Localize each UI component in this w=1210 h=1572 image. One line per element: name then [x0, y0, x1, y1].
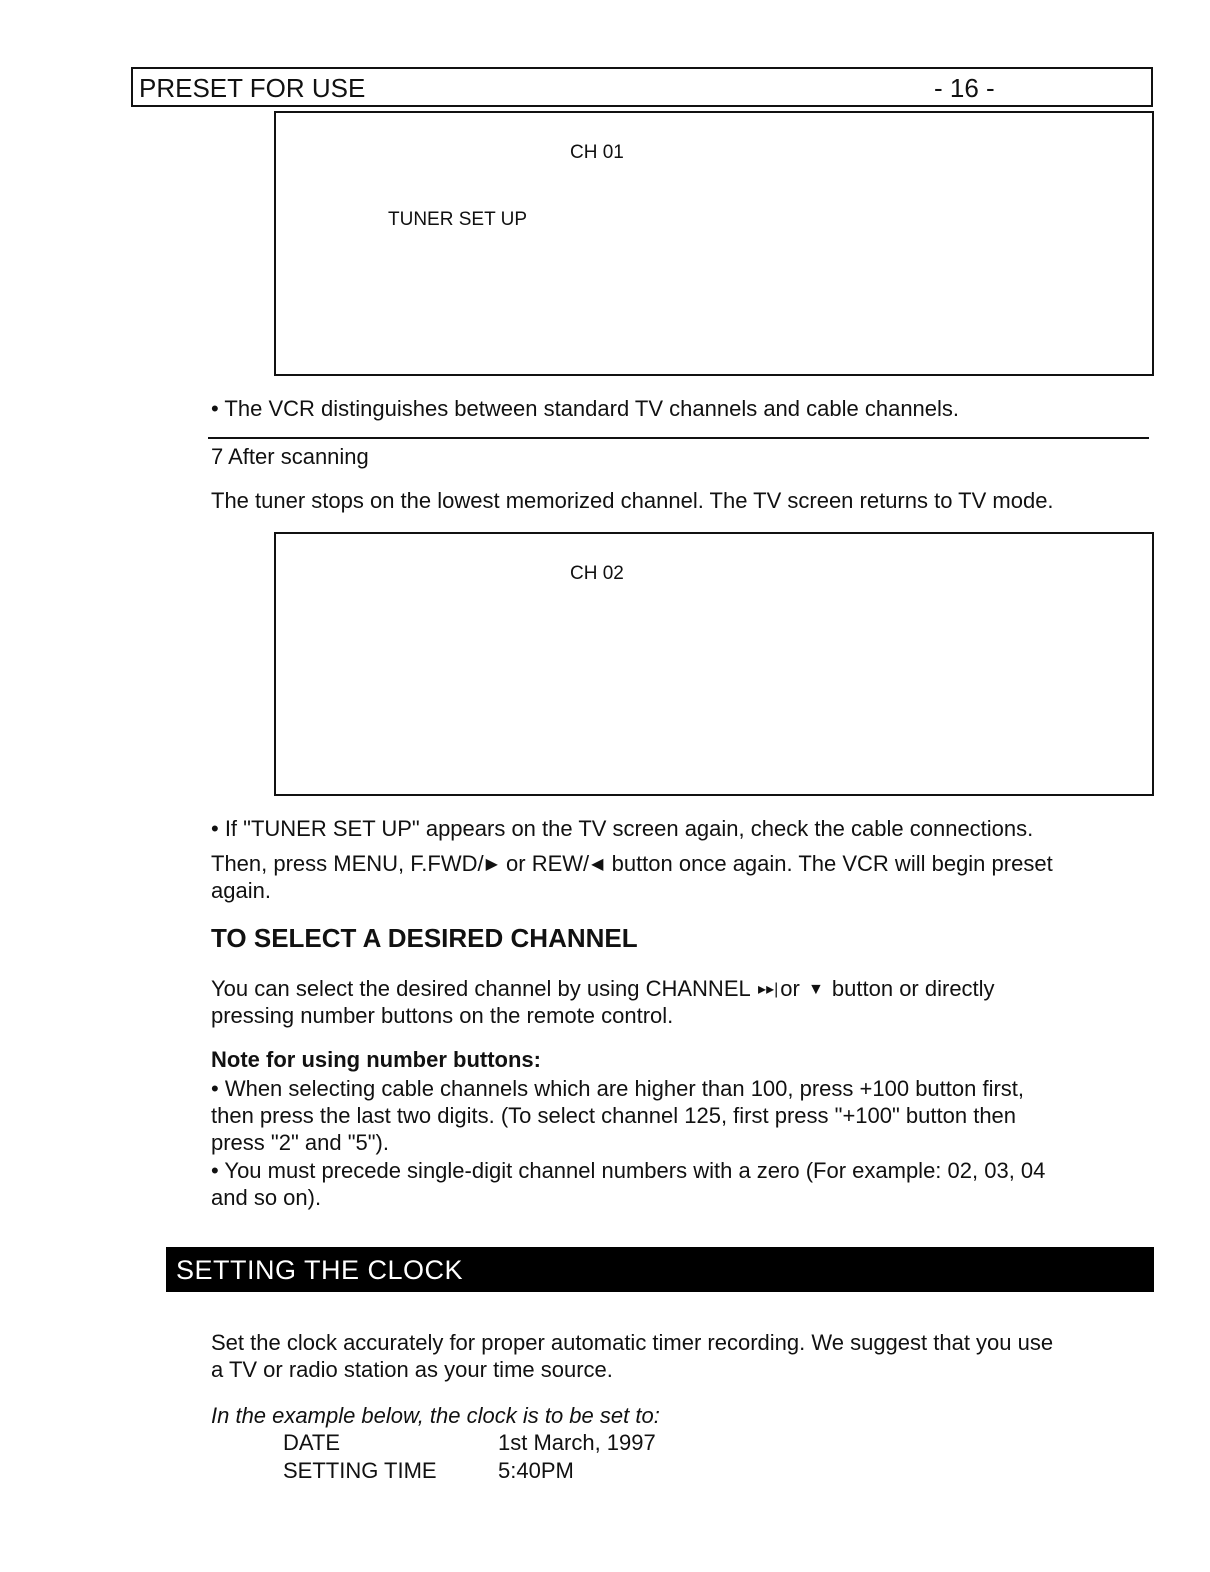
step7-text: The tuner stops on the lowest memorized channel. The TV screen returns to TV mode.: [211, 488, 1054, 513]
clock-intro-line2: a TV or radio station as your time source.: [211, 1357, 613, 1382]
screen2-channel: CH 02: [570, 563, 624, 584]
clock-intro-line1: Set the clock accurately for proper automatic timer recording. We suggest that you use: [211, 1330, 1054, 1355]
select-channel-heading: TO SELECT A DESIRED CHANNEL: [211, 923, 638, 953]
setting-label-date: DATE: [283, 1430, 341, 1455]
select-channel-line1: [211, 975, 995, 1003]
channel-down-icon: ▼: [807, 981, 824, 998]
select-channel-line1-b: or: [780, 976, 800, 1001]
vcr-note: • The VCR distinguishes between standard TV channels and cable channels.: [211, 396, 960, 421]
setting-value-time: 5:40PM: [498, 1458, 574, 1483]
divider-rule: [208, 437, 1149, 439]
select-channel-line1-a: You can select the desired channel by using CHANNEL: [211, 976, 750, 1001]
tuner-note-line2: [211, 850, 1053, 878]
number-note-line2: then press the last two digits. (To select channel 125, first press "+100" button then: [211, 1103, 1017, 1128]
tuner-note-line2-a: Then, press MENU, F.FWD/: [211, 851, 484, 876]
page-number: - 16 -: [934, 73, 995, 103]
tuner-note-line1: • If "TUNER SET UP" appears on the TV screen again, check the cable connections.: [211, 816, 1034, 841]
screen1-message: TUNER SET UP: [388, 209, 528, 230]
tuner-note-line2-c: button once again. The VCR will begin preset: [611, 851, 1053, 876]
number-note-line1: • When selecting cable channels which are higher than 100, press +100 button first,: [211, 1076, 1025, 1101]
setting-value-date: 1st March, 1997: [498, 1430, 656, 1455]
setting-label-time: SETTING TIME: [283, 1458, 437, 1483]
number-note-line4: • You must precede single-digit channel numbers with a zero (For example: 02, 03, 04: [211, 1158, 1046, 1183]
step7-heading: 7 After scanning: [211, 444, 369, 469]
rew-icon: ◀: [591, 856, 604, 873]
tuner-note-line3: again.: [211, 878, 271, 903]
number-note-heading: Note for using number buttons:: [211, 1047, 541, 1072]
ffwd-icon: ▶: [485, 856, 498, 873]
tuner-note-line2-b: or REW/: [506, 851, 590, 876]
tv-screen-2: [274, 532, 1154, 796]
tv-screen-1: [274, 111, 1154, 376]
select-channel-line1-c: button or directly: [831, 976, 995, 1001]
header-title: PRESET FOR USE: [139, 73, 366, 103]
number-note-line3: press "2" and "5").: [211, 1130, 389, 1155]
number-note-line5: and so on).: [211, 1185, 322, 1210]
section-banner-title: SETTING THE CLOCK: [176, 1255, 464, 1285]
channel-up-icon: ▸▸|: [758, 981, 779, 998]
screen1-channel: CH 01: [570, 142, 624, 163]
select-channel-line2: pressing number buttons on the remote control.: [211, 1003, 674, 1028]
example-label: In the example below, the clock is to be set to:: [211, 1403, 660, 1428]
